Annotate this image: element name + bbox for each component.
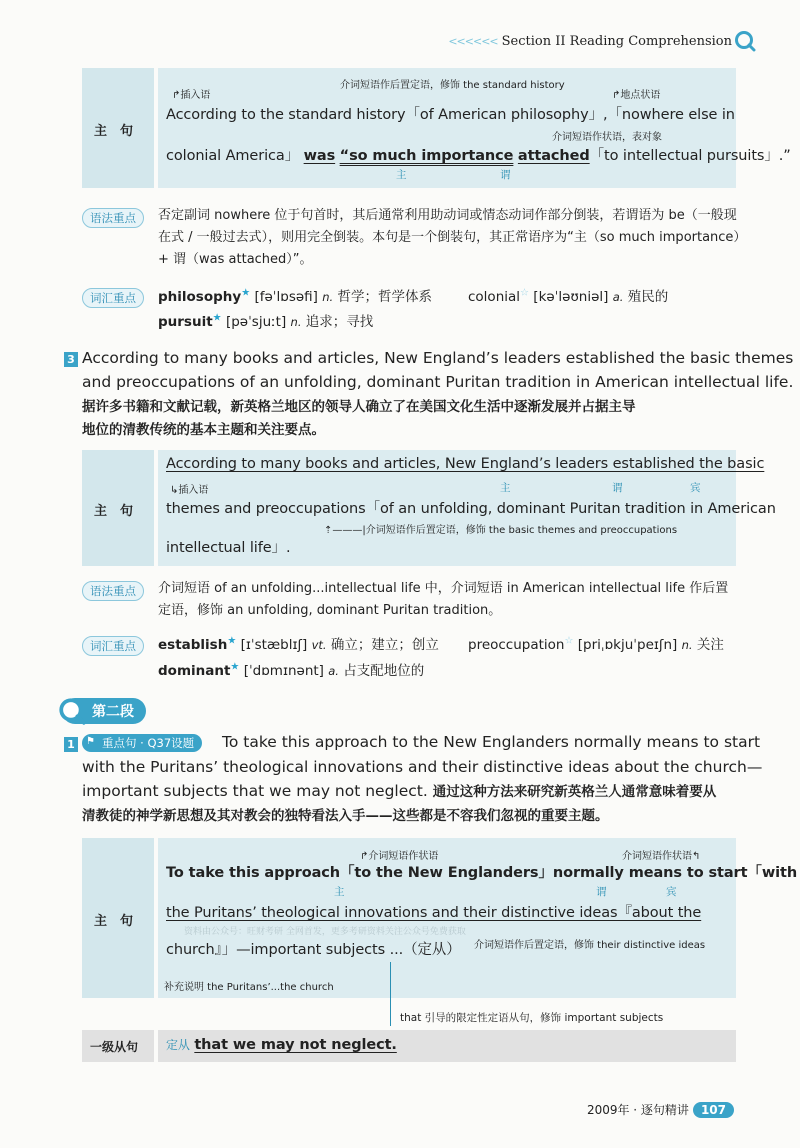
analysis-line: the Puritans’ theological innovations and their distinctive ideas『about the [166,905,702,921]
vocab-tag: 词汇重点 [82,636,144,656]
sentence-label: 主 句 [94,124,134,139]
flag-icon: ⚑ [86,736,95,747]
mark-subject: 主 [396,169,407,181]
english-sentence-line: important subjects that we may not neglect. 通过这种方法来研究新英格兰人通常意味着要从 [82,782,717,800]
footer-label: 2009年 · 逐句精讲 [586,1103,689,1117]
note-supplement: 补充说明 the Puritans’...the church [164,982,334,993]
vocab-entry: dominant★ [ˈdɒmɪnənt] a. 占支配地位的 [158,661,425,679]
vocab-entry: pursuit★ [pəˈsjuːt] n. 追求；寻找 [158,312,374,330]
analysis-line: themes and preoccupations「of an unfolding, dominant Puritan tradition in American [166,501,776,517]
analysis-line: colonial America」 was “so much importance attached「to intellectual pursuits」.” [166,148,791,164]
key-sentence-tag: 重点句 · Q37设题 [82,734,202,752]
note-post-attr: 介词短语作后置定语，修饰 their distinctive ideas [474,940,706,951]
header-title: Section II Reading Comprehension [501,34,732,49]
analysis-line: church』」—important subjects ...（定从） [166,942,461,958]
note-post-attr: 介词短语作后置定语，修饰 the standard history [340,80,565,91]
watermark: 资料由公众号：旺财考研 全网首发，更多考研资料关注公众号免费获取 [184,927,466,937]
pointer-line [390,962,391,1026]
grammar-text: 否定副词 nowhere 位于句首时，其后通常利用助动词或情态动词作部分倒装，若谓语为 be（一般现在式 / 一般过去式），则用完全倒装。本句是一个倒装句，其正常语序为“主（so much importance）+ 谓（was attached）”。 [158,208,740,267]
analysis-line: According to many books and articles, New England’s leaders established the basic [166,456,765,472]
vocab-entry: establish★ [ɪˈstæblɪʃ] vt. 确立；建立；创立 [158,635,439,653]
mark-subject: 主 [500,482,511,494]
sentence-number: 1 [64,737,78,752]
vocab-entry: colonial☆ [kəˈləʊniəl] a. 殖民的 [468,287,669,305]
vocab-entry: preoccupation☆ [priˌɒkjuˈpeɪʃn] n. 关注 [468,635,724,653]
section-search-icon [58,697,86,725]
grammar-tag: 语法重点 [82,581,144,601]
grammar-text: 介词短语 of an unfolding...intellectual life 中，介词短语 in American intellectual life 作后置定语，修饰 an unfolding, dominant Puritan tradition。 [158,581,729,618]
clause-line: 定从 that we may not neglect. [166,1037,397,1053]
english-sentence-line: with the Puritans’ theological innovations and their distinctive ideas about the church— [82,758,763,776]
grammar-tag: 语法重点 [82,208,144,228]
note-adverbial: ↱介词短语作状语 [360,851,439,862]
note-object-adverbial: 介词短语作状语，表对象 [552,132,662,143]
note-that-clause: that 引导的限定性定语从句，修饰 important subjects [400,1012,664,1024]
note-post-attr: ⇡———|介词短语作后置定语，修饰 the basic themes and preoccupations [324,525,678,536]
note-insert: ↳插入语 [170,485,209,496]
english-sentence-line: According to many books and articles, New England’s leaders established the basic themes [82,349,794,367]
analysis-line: intellectual life」. [166,540,291,556]
clause-label: 一级从句 [90,1040,139,1054]
sentence-label: 主 句 [94,914,134,929]
header-arrows: <<<<<< [448,35,498,48]
note-insert: ↱插入语 [172,90,211,101]
chinese-translation-line: 地位的清教传统的基本主题和关注要点。 [82,422,325,438]
running-header [448,34,732,49]
chinese-translation-line: 清教徒的神学新思想及其对教会的独特看法入手——这些都是不容我们忽视的重要主题。 [82,808,609,824]
note-place-adverbial: ↱地点状语 [612,90,661,101]
english-sentence-line: To take this approach to the New Englanders normally means to start [222,733,761,751]
page-footer [587,1101,734,1118]
mark-predicate: 谓 [500,169,511,181]
sentence-label: 主 句 [94,504,134,519]
english-sentence-line: and preoccupations of an unfolding, dominant Puritan tradition in American intellectual life. [82,373,794,391]
mark-object: 宾 [666,886,677,898]
mark-predicate: 谓 [612,482,623,494]
vocab-entry: philosophy★ [fəˈlɒsəfi] n. 哲学；哲学体系 [158,287,432,305]
note-adverbial: 介词短语作状语↰ [622,851,701,862]
page-number: 107 [693,1102,734,1118]
mark-subject: 主 [334,886,345,898]
section-heading: 第二段 [62,698,146,724]
chinese-translation-line: 据许多书籍和文献记载，新英格兰地区的领导人确立了在美国文化生活中逐渐发展并占据主导 [82,399,636,415]
mark-object: 宾 [690,482,701,494]
vocab-tag: 词汇重点 [82,288,144,308]
analysis-line: According to the standard history「of American philosophy」,「nowhere else in [166,107,735,123]
sentence-number: 3 [64,352,78,367]
analysis-line: To take this approach「to the New Englanders」normally means to start「with [166,865,798,881]
search-q-icon [734,30,756,52]
mark-predicate: 谓 [596,886,607,898]
clause-type-tag: 定从 [166,1038,190,1052]
